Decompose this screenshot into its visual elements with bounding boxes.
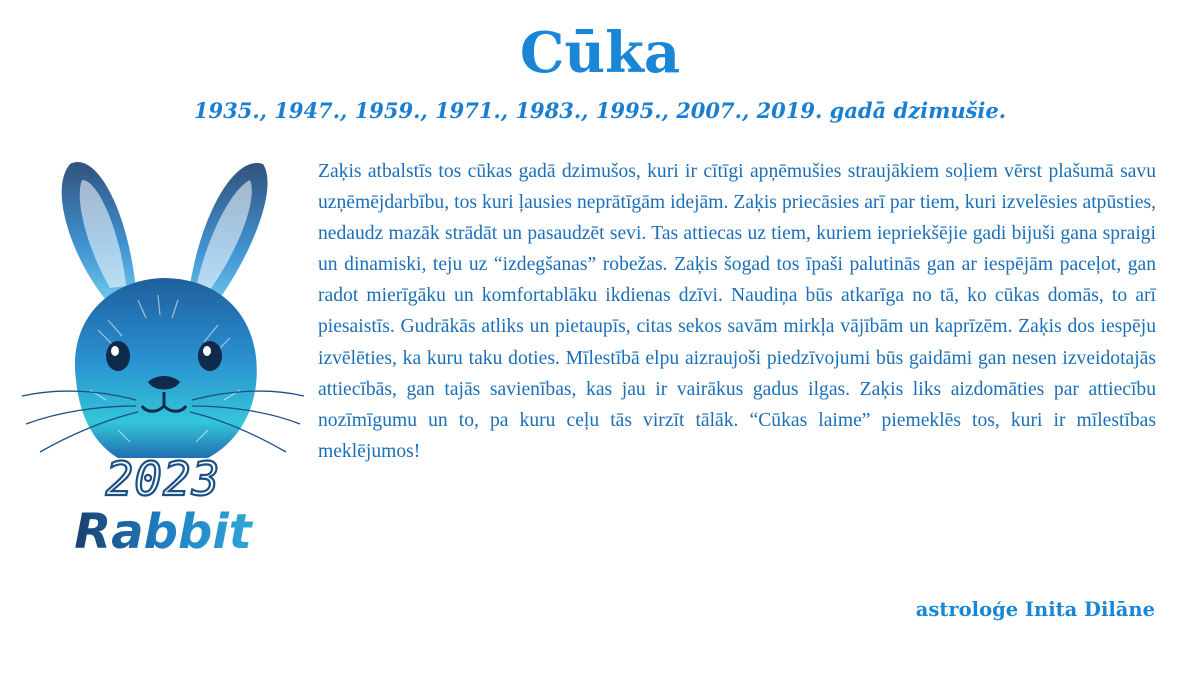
rabbit-illustration: [18, 150, 308, 580]
rabbit-head-icon: [22, 278, 304, 458]
birth-years-subtitle: 1935., 1947., 1959., 1971., 1983., 1995., 2007., 2019. gadā dzimušie.: [193, 98, 1007, 123]
page-title: Cūka: [519, 20, 681, 86]
article-paragraph: Zaķis atbalstīs tos cūkas gadā dzimušos, kuri ir cītīgi apņēmušies straujākiem soļiem vērst plašumā savu uzņēmējdarbību, tos kuri ļausies neprātīgām idejām. Zaķis priecāsies arī par tiem, kuri izvelēsies atpūsties, nedaudz mazāk strādāt un pasaudzēt sevi. Tas attiecas uz tiem, kuriem iepriekšējie gadi bijuši gana spraigi un dinamiski, teju uz “izdegšanas” robežas. Zaķis šogad tos īpaši palutinās gan ar iespējām paceļot, gan radot mierīgāku un komfortablāku ikdienas dzīvi. Naudiņa būs atkarīga no tā, ko cūkas domās, to arī piesaistīs. Gudrākās atliks un pietaupīs, citas sekos savām mirkļa vājībām un kaprīzēm. Zaķis dos iespēju izvēlēties, ka kuru taku doties. Mīlestībā elpu aizraujoši piedzīvojumi būs gaidāmi gan nesen izveidotajās attiecībās, gan tajās savienības, kas jau ir vairākus gadus ilgas. Zaķis liks aizdomāties par attiecību nozīmīgumu un to, pa kuru ceļu tās virzīt tālāk. “Cūkas laime” piemeklēs tos, kuri ir mīlestības meklējumos!: [318, 161, 1156, 462]
rabbit-word-text: Rabbit: [74, 504, 252, 560]
year-2023-text: 2023: [105, 452, 221, 506]
author-signature: astroloģe Inita Dilāne: [915, 598, 1155, 621]
left-ear-icon: [62, 162, 136, 300]
